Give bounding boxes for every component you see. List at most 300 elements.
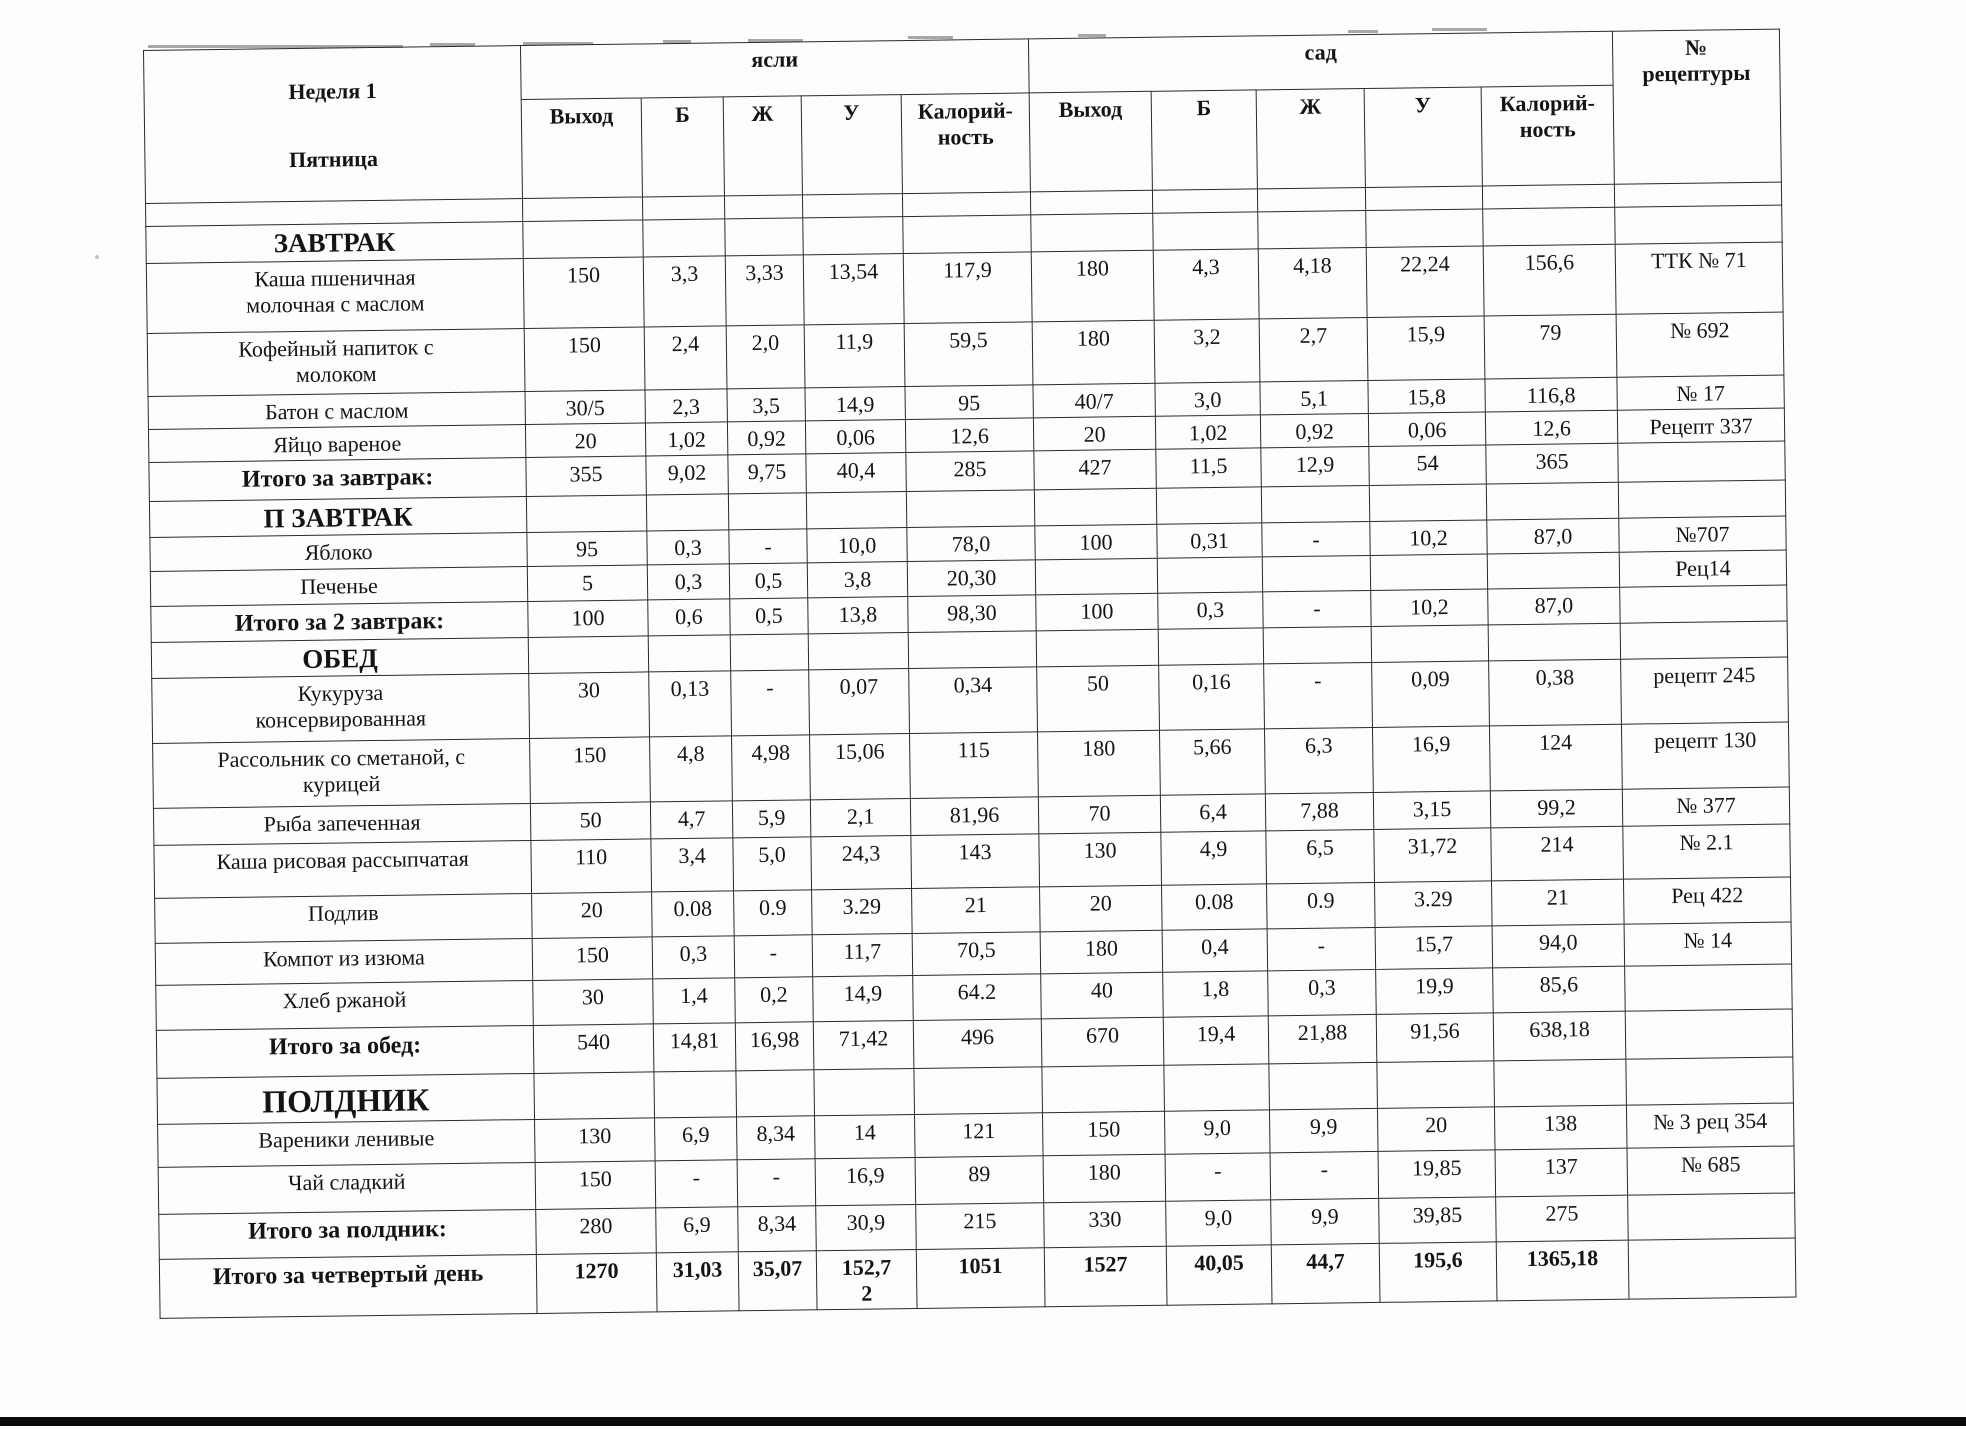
cell — [1158, 628, 1263, 666]
cell: 0,06 — [1368, 412, 1485, 447]
cell: 14,9 — [805, 386, 905, 420]
cell: 1051 — [916, 1247, 1045, 1308]
cell: 12,9 — [1261, 446, 1370, 486]
cell: 1270 — [536, 1252, 657, 1312]
cell: - — [655, 1159, 738, 1207]
cell — [1486, 482, 1619, 520]
recipe-cell: №707 — [1619, 516, 1786, 552]
dish-name: Каша рисовая рассыпчатая — [154, 841, 532, 899]
cell: 0,3 — [647, 564, 729, 600]
recipe-cell: Рец 422 — [1624, 877, 1792, 924]
cell: 95 — [905, 385, 1033, 420]
cell: 540 — [533, 1024, 654, 1074]
cell: 22,24 — [1366, 246, 1484, 318]
cell — [522, 197, 642, 222]
cell: 19,9 — [1376, 968, 1494, 1015]
cell: 180 — [1032, 320, 1155, 385]
cell: 150 — [530, 737, 651, 804]
cell: 180 — [1040, 931, 1163, 975]
cell — [648, 635, 730, 673]
cell: 330 — [1044, 1201, 1167, 1248]
cell: 2,0 — [726, 325, 805, 389]
cell: 1,4 — [653, 978, 736, 1024]
col-header-u-yasli: У — [801, 95, 902, 195]
cell: 150 — [532, 937, 653, 981]
cell: 0,5 — [730, 598, 808, 634]
cell: 2,7 — [1259, 317, 1368, 381]
cell — [914, 1067, 1043, 1114]
cell — [908, 631, 1036, 669]
cell: 275 — [1496, 1195, 1629, 1242]
cell: - — [737, 1158, 816, 1206]
cell: 121 — [914, 1112, 1043, 1157]
recipe-cell: рецепт 245 — [1621, 657, 1789, 724]
group-header-sad: сад — [1028, 31, 1613, 93]
cell — [1258, 210, 1366, 248]
recipe-cell: № 3 рец 354 — [1626, 1103, 1794, 1148]
recipe-cell — [1625, 964, 1793, 1011]
cell: 15,7 — [1375, 926, 1493, 970]
scan-artifact-speck — [95, 255, 99, 259]
cell: 3,5 — [727, 388, 805, 422]
cell — [903, 215, 1031, 254]
recipe-cell — [1618, 441, 1785, 482]
cell: 10,0 — [807, 528, 907, 563]
cell: 1,8 — [1163, 971, 1269, 1017]
cell: 0.08 — [652, 891, 735, 937]
dish-name: Рыба запеченная — [153, 804, 530, 846]
cell: 195,6 — [1379, 1241, 1497, 1301]
section-label: ПОЛДНИК — [157, 1074, 535, 1124]
cell: 0,31 — [1157, 523, 1262, 558]
col-header-zh-sad: Ж — [1256, 89, 1365, 189]
cell: 0.08 — [1162, 884, 1268, 930]
group-header-yasli: ясли — [520, 39, 1029, 100]
cell: 20 — [1033, 416, 1155, 451]
cell — [808, 632, 908, 670]
day-label: Пятница — [288, 145, 379, 172]
recipe-cell — [1628, 1238, 1796, 1299]
cell: 0,06 — [805, 419, 905, 453]
recipe-cell: № 377 — [1622, 787, 1789, 826]
cell — [1494, 1060, 1627, 1107]
cell: 117,9 — [903, 252, 1032, 324]
cell — [1030, 190, 1152, 215]
cell: 0,13 — [649, 671, 732, 737]
cell — [643, 219, 725, 257]
cell: 21 — [912, 887, 1041, 934]
cell: 2,1 — [810, 799, 910, 837]
cell — [1371, 625, 1488, 663]
week-day-header — [144, 46, 523, 204]
dish-name: Кукуруза консервированная — [152, 674, 530, 744]
dish-name: Кофейный напиток с молоком — [147, 328, 525, 396]
cell — [1156, 487, 1261, 525]
cell: 3,15 — [1373, 791, 1490, 830]
cell: 0,09 — [1372, 661, 1490, 728]
cell: 4,9 — [1161, 831, 1267, 885]
cell: 54 — [1369, 445, 1487, 486]
cell — [728, 493, 806, 531]
cell: 496 — [913, 1019, 1042, 1069]
cell: 59,5 — [904, 322, 1033, 387]
cell: 1,02 — [1155, 415, 1260, 449]
cell — [1370, 554, 1487, 591]
recipe-cell — [1625, 1009, 1793, 1059]
cell — [802, 193, 902, 217]
cell — [814, 1069, 915, 1115]
cell — [1157, 557, 1262, 593]
cell — [528, 636, 648, 674]
col-header-u-sad: У — [1364, 87, 1482, 187]
cell: 11,7 — [812, 934, 913, 977]
recipe-cell: Рец14 — [1619, 550, 1786, 587]
cell — [1487, 553, 1619, 590]
recipe-cell — [1620, 585, 1787, 622]
dish-name: Каша пшеничная молочная с маслом — [146, 258, 524, 333]
total-label: Итого за полдник: — [159, 1209, 537, 1259]
cell: 99,2 — [1490, 790, 1623, 829]
cell: 0.9 — [1267, 883, 1376, 929]
cell: 0,4 — [1162, 929, 1268, 972]
cell — [725, 218, 803, 256]
cell: 124 — [1489, 725, 1622, 792]
cell: 4,98 — [732, 735, 811, 801]
cell — [534, 1072, 655, 1119]
cell: 30/5 — [525, 390, 645, 425]
cell — [1152, 189, 1257, 213]
cell: 6,5 — [1266, 830, 1375, 884]
cell: 3,4 — [651, 838, 734, 892]
cell: 20 — [1040, 886, 1163, 933]
dish-name: Печенье — [150, 567, 527, 607]
cell: 0,92 — [1260, 413, 1368, 447]
cell: 30 — [529, 672, 650, 739]
cell: 0,16 — [1159, 664, 1265, 730]
cell: 5 — [527, 565, 647, 602]
cell: - — [1264, 663, 1373, 729]
cell — [730, 634, 808, 672]
dish-name: Хлеб ржаной — [156, 981, 534, 1031]
cell: 50 — [530, 802, 650, 841]
cell: 0,34 — [909, 667, 1038, 734]
recipe-cell: № 685 — [1627, 1146, 1795, 1195]
cell: 0,2 — [735, 977, 814, 1023]
cell — [523, 220, 643, 259]
cell: 3.29 — [812, 889, 913, 935]
col-header-kcal-yasli: Калорий- ность — [901, 93, 1030, 193]
cell: 12,6 — [905, 418, 1033, 453]
cell: 115 — [910, 732, 1039, 799]
cell: 3,8 — [807, 562, 907, 598]
cell: 638,18 — [1493, 1012, 1626, 1062]
cell: 6,4 — [1160, 794, 1265, 832]
col-header-zh-yasli: Ж — [723, 96, 802, 196]
cell: 11,5 — [1156, 448, 1262, 488]
cell: 4,8 — [650, 736, 733, 802]
cell — [1031, 213, 1153, 252]
cell — [724, 195, 802, 219]
cell — [803, 216, 903, 254]
cell: 285 — [906, 451, 1035, 492]
cell: 0,3 — [1158, 592, 1263, 629]
cell: - — [1263, 591, 1371, 628]
scan-artifact-dash — [1348, 30, 1378, 33]
cell: 100 — [528, 600, 648, 637]
cell: 3,0 — [1155, 382, 1260, 416]
cell: - — [729, 529, 807, 564]
cell: 91,56 — [1376, 1013, 1494, 1063]
cell: 40,05 — [1166, 1244, 1272, 1304]
cell: 95 — [527, 531, 647, 567]
recipe-cell — [1618, 480, 1785, 519]
cell — [1377, 1061, 1495, 1108]
cell — [1261, 485, 1369, 523]
cell: 100 — [1035, 525, 1157, 561]
cell: 138 — [1494, 1105, 1627, 1150]
cell: 30,9 — [816, 1204, 917, 1250]
cell: 5,1 — [1260, 380, 1368, 414]
cell — [902, 192, 1030, 217]
cell: 150 — [1042, 1111, 1165, 1156]
recipe-cell: Рецепт 337 — [1617, 408, 1784, 443]
cell: 14,81 — [653, 1023, 736, 1072]
recipe-cell — [1626, 1057, 1794, 1104]
cell: 8,34 — [737, 1115, 816, 1159]
cell: 0,6 — [648, 599, 730, 635]
cell: - — [1270, 1151, 1379, 1199]
cell: 1365,18 — [1496, 1240, 1629, 1301]
cell: 35,07 — [738, 1250, 817, 1310]
recipe-cell: № 17 — [1617, 375, 1784, 410]
recipe-cell — [1628, 1193, 1796, 1240]
cell: 13,54 — [803, 253, 904, 324]
col-header-b-yasli: Б — [641, 97, 724, 197]
cell: 6,9 — [655, 1116, 738, 1160]
total-label: Итого за завтрак: — [149, 457, 526, 501]
cell: 4,18 — [1258, 247, 1367, 318]
section-label: ЗАВТРАК — [146, 221, 523, 263]
dish-name: Компот из изюма — [155, 939, 533, 986]
cell: 4,3 — [1153, 249, 1259, 320]
cell: 94,0 — [1492, 925, 1625, 969]
cell: - — [1262, 522, 1370, 557]
cell: 116,8 — [1485, 377, 1617, 412]
col-header-vyhod-sad: Выход — [1029, 91, 1152, 191]
cell: 70 — [1038, 796, 1160, 835]
dish-name: Яйцо вареное — [148, 424, 525, 462]
cell: 365 — [1486, 443, 1619, 484]
cell: 40,4 — [806, 452, 907, 492]
cell: 64.2 — [913, 974, 1042, 1021]
scan-bottom-bar — [0, 1417, 1966, 1426]
cell — [1034, 488, 1156, 526]
cell: 50 — [1037, 666, 1160, 733]
cell: 71,42 — [813, 1021, 914, 1070]
cell: 427 — [1034, 449, 1157, 490]
cell: 31,72 — [1374, 828, 1492, 883]
recipe-cell — [1620, 621, 1787, 660]
cell: 13,8 — [808, 597, 908, 634]
cell — [1153, 212, 1258, 250]
cell: 214 — [1491, 827, 1624, 882]
cell: 150 — [523, 257, 644, 329]
cell: 8,34 — [738, 1205, 817, 1251]
cell: 11,9 — [804, 323, 905, 387]
cell: 20 — [532, 892, 653, 939]
cell — [526, 495, 646, 533]
week-label: Неделя 1 — [288, 77, 377, 105]
cell: 39,85 — [1379, 1196, 1497, 1243]
cell: 215 — [916, 1202, 1045, 1249]
scan-artifact-dash — [1432, 28, 1487, 31]
col-header-kcal-sad: Калорий- ность — [1481, 85, 1614, 185]
cell: 89 — [915, 1155, 1044, 1204]
cell: - — [731, 670, 810, 736]
cell: 21,88 — [1268, 1015, 1377, 1064]
recipe-cell: № 14 — [1624, 922, 1792, 966]
dish-name: Батон с маслом — [148, 391, 525, 429]
cell: 10,2 — [1371, 589, 1488, 626]
cell: 143 — [911, 834, 1040, 889]
cell: 130 — [1039, 833, 1162, 888]
col-header-b-sad: Б — [1151, 90, 1257, 190]
cell — [1035, 559, 1157, 596]
cell: 3,3 — [643, 256, 726, 327]
cell — [1488, 623, 1621, 661]
total-label: Итого за четвертый день — [159, 1254, 537, 1318]
cell: 180 — [1043, 1154, 1166, 1203]
cell: 9,9 — [1269, 1108, 1378, 1152]
cell — [1366, 209, 1483, 248]
cell: 670 — [1041, 1018, 1164, 1068]
recipe-cell: № 692 — [1616, 312, 1784, 377]
cell: 1,02 — [645, 422, 727, 456]
cell: - — [734, 935, 813, 978]
cell: 150 — [524, 327, 645, 392]
dish-name: Рассольник со сметаной, с курицей — [153, 739, 531, 809]
cell: 100 — [1036, 594, 1158, 631]
cell — [806, 491, 906, 529]
cell — [1369, 484, 1486, 522]
cell: 0,38 — [1489, 660, 1622, 727]
cell: 0,3 — [647, 530, 729, 565]
cell: 40 — [1041, 973, 1164, 1020]
menu-table-wrap — [143, 29, 1797, 1319]
cell: 6,3 — [1265, 728, 1374, 794]
recipe-cell: № 2.1 — [1623, 824, 1791, 879]
cell: 5,66 — [1160, 729, 1266, 795]
cell — [1042, 1066, 1165, 1113]
cell — [1257, 187, 1365, 211]
cell: 130 — [535, 1117, 656, 1162]
cell — [1269, 1063, 1378, 1110]
section-label: ОБЕД — [151, 637, 528, 679]
cell: 16,9 — [815, 1157, 916, 1205]
dish-name: Подлив — [155, 894, 533, 944]
cell: 0,07 — [809, 669, 910, 735]
cell: 31,03 — [656, 1251, 739, 1311]
cell: 15,8 — [1368, 379, 1485, 413]
cell: 79 — [1484, 314, 1617, 379]
cell: 20 — [525, 423, 645, 458]
cell: 85,6 — [1493, 967, 1626, 1014]
cell: 14 — [815, 1114, 916, 1158]
cell: 44,7 — [1271, 1243, 1380, 1303]
cell: 10,2 — [1370, 520, 1487, 556]
cell — [906, 490, 1034, 528]
recipe-cell: ТТК № 71 — [1615, 242, 1783, 314]
cell: 12,6 — [1485, 410, 1617, 445]
cell — [1483, 207, 1616, 246]
cell: 9,9 — [1271, 1198, 1380, 1244]
cell: 180 — [1031, 250, 1154, 322]
cell: 19,85 — [1378, 1149, 1496, 1198]
cell: 9,02 — [646, 455, 729, 495]
cell: 0,5 — [729, 563, 807, 599]
cell — [1365, 186, 1482, 211]
cell: 20,30 — [907, 560, 1035, 597]
cell: 355 — [526, 456, 647, 497]
cell: 152,7 2 — [816, 1249, 917, 1309]
cell — [646, 494, 728, 532]
cell — [642, 196, 724, 220]
cell: 40/7 — [1033, 383, 1155, 418]
cell: 5,9 — [732, 800, 810, 838]
cell: 78,0 — [907, 526, 1035, 562]
cell — [1262, 556, 1370, 592]
recipe-cell: рецепт 130 — [1622, 722, 1790, 789]
cell: 2,3 — [645, 389, 727, 423]
col-header-vyhod-yasli: Выход — [521, 98, 642, 198]
cell: 180 — [1038, 731, 1161, 798]
cell — [1614, 182, 1781, 207]
cell: 1527 — [1044, 1246, 1167, 1306]
cell: 137 — [1495, 1148, 1628, 1197]
cell: 0.9 — [734, 890, 813, 936]
cell: 16,98 — [735, 1022, 814, 1071]
recipe-header: № рецептуры — [1612, 29, 1781, 184]
cell — [1263, 626, 1371, 664]
cell: 3.29 — [1375, 881, 1493, 928]
cell: 19,4 — [1163, 1016, 1269, 1065]
cell: 0,3 — [1268, 970, 1377, 1016]
cell: 21 — [1492, 880, 1625, 927]
cell: 98,30 — [908, 595, 1036, 632]
cell: 14,9 — [813, 976, 914, 1022]
cell: 0,92 — [727, 421, 805, 455]
cell: 110 — [531, 839, 652, 894]
cell: 9,75 — [728, 454, 807, 494]
cell: 2,4 — [644, 326, 727, 390]
cell: 9,0 — [1164, 1109, 1270, 1153]
total-label: Итого за 2 завтрак: — [151, 602, 528, 642]
cell: 30 — [533, 979, 654, 1026]
cell: 0,3 — [652, 936, 735, 979]
cell — [654, 1071, 737, 1117]
dish-name: Вареники ленивые — [158, 1119, 536, 1167]
cell: - — [1267, 928, 1376, 971]
cell: 20 — [1377, 1106, 1495, 1151]
cell: 4,7 — [650, 801, 732, 839]
cell: 280 — [536, 1207, 657, 1254]
cell: 3,33 — [725, 255, 804, 326]
cell: 5,0 — [733, 837, 812, 891]
cell: 15,9 — [1367, 316, 1485, 381]
dish-name: Яблоко — [150, 533, 527, 572]
cell: 9,0 — [1166, 1199, 1272, 1245]
cell: 24,3 — [811, 836, 912, 890]
